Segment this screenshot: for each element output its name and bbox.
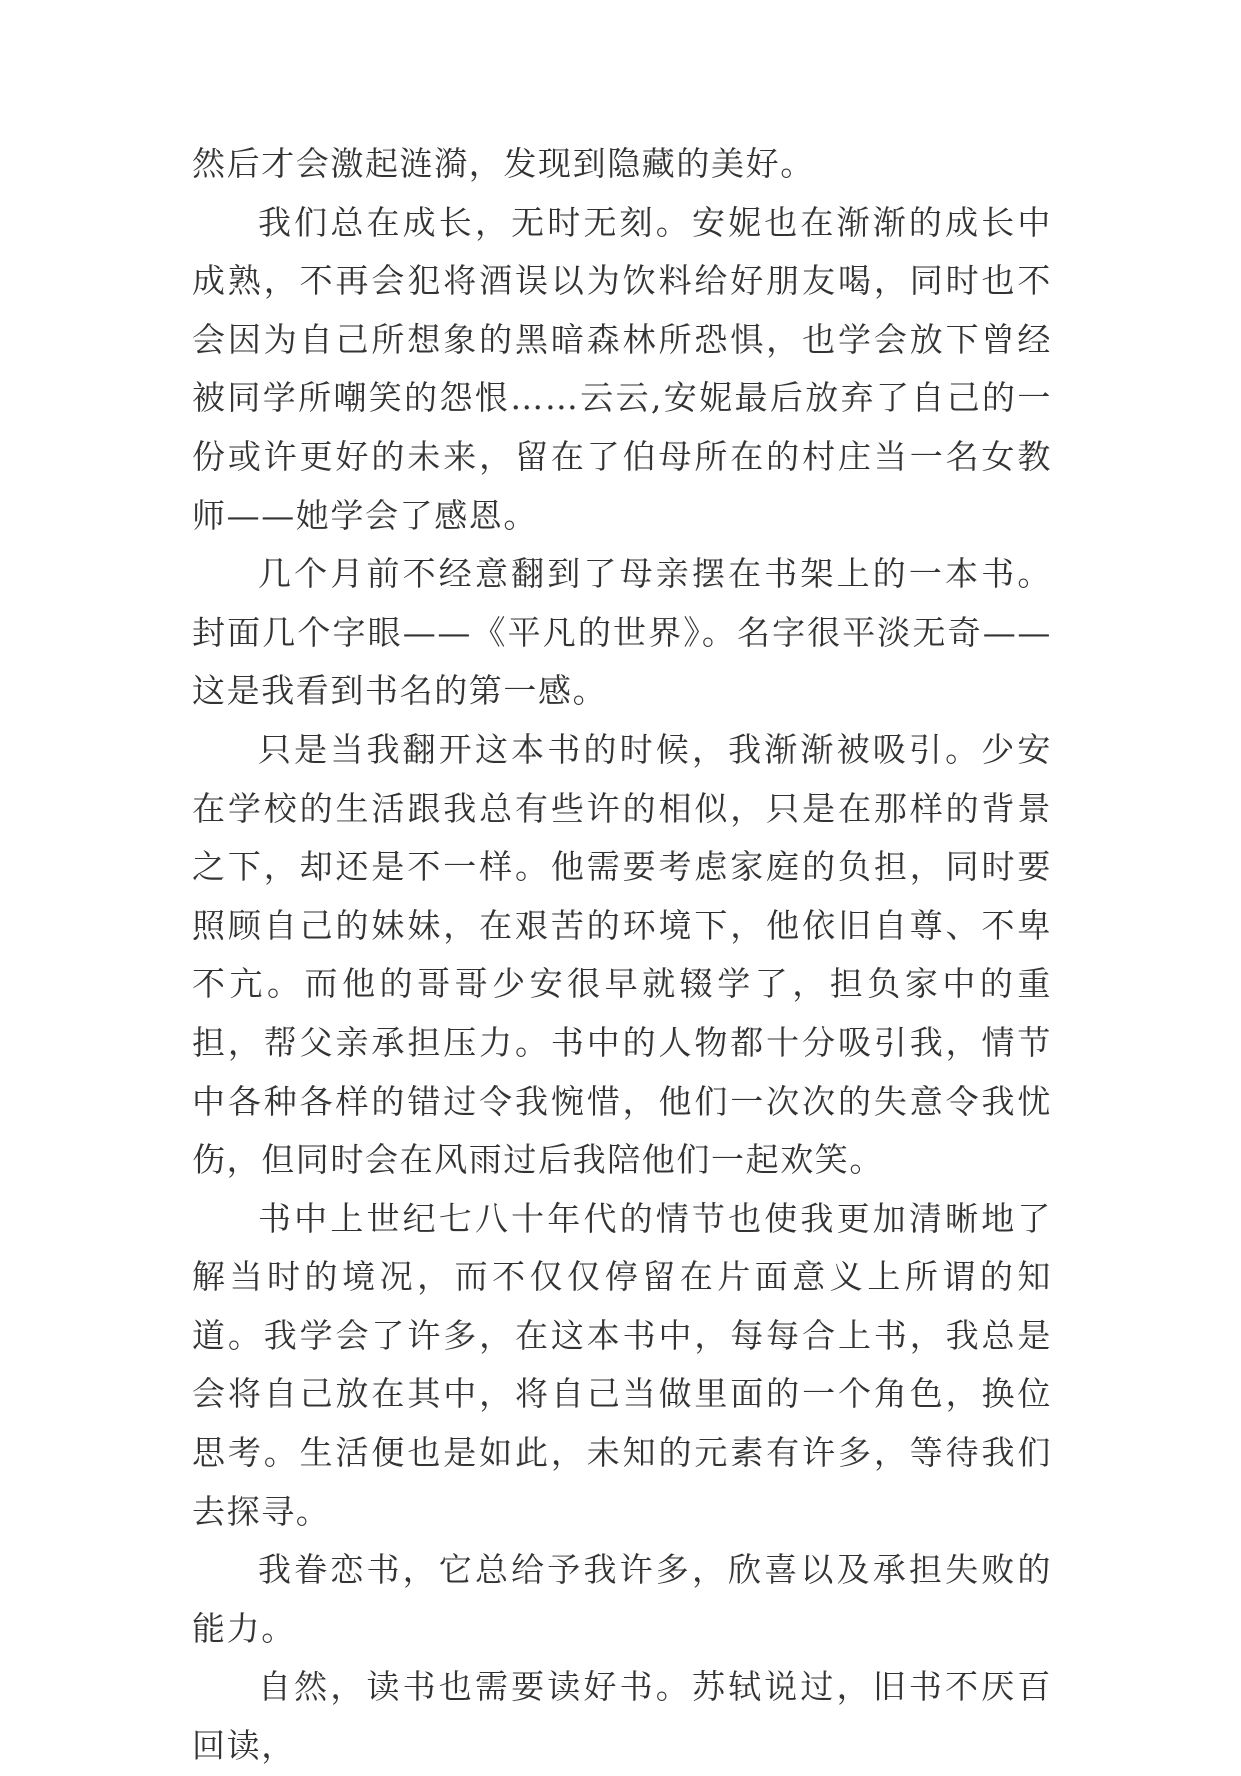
paragraph-found-book: 几个月前不经意翻到了母亲摆在书架上的一本书。封面几个字眼——《平凡的世界》。名字很平淡无奇——这是我看到书名的第一感。 — [192, 554, 1052, 711]
document-page — [192, 135, 1052, 1776]
paragraph-good-books: 自然，读书也需要读好书。苏轼说过，旧书不厌百回读， — [192, 1667, 1052, 1766]
paragraph-era-plot: 书中上世纪七八十年代的情节也使我更加清晰地了解当时的境况，而不仅仅停留在片面意义上所谓的知道。我学会了许多，在这本书中，每每合上书，我总是会将自己放在其中，将自己当做里面的一个角色，换位思考。生活便也是如此，未知的元素有许多，等待我们去探寻。 — [192, 1198, 1052, 1531]
paragraph-love-books: 我眷恋书，它总给予我许多，欣喜以及承担失败的能力。 — [192, 1550, 1052, 1648]
paragraph-continuation: 然后才会激起涟漪，发现到隐藏的美好。 — [192, 144, 815, 183]
paragraph-anne-growth: 我们总在成长，无时无刻。安妮也在渐渐的成长中成熟，不再会犯将酒误以为饮料给好朋友喝，同时也不会因为自己所想象的黑暗森林所恐惧，也学会放下曾经被同学所嘲笑的怨恨……云云,安妮最后放弃了自己的一份或许更好的未来，留在了伯母所在的村庄当一名女教师——她学会了感恩。 — [192, 202, 1052, 535]
paragraph-drawn-in: 只是当我翻开这本书的时候，我渐渐被吸引。少安在学校的生活跟我总有些许的相似，只是在那样的背景之下，却还是不一样。他需要考虑家庭的负担，同时要照顾自己的妹妹，在艰苦的环境下，他依旧自尊、不卑不亢。而他的哥哥少安很早就辍学了，担负家中的重担，帮父亲承担压力。书中的人物都十分吸引我，情节中各种各样的错过令我惋惜，他们一次次的失意令我忧伤，但同时会在风雨过后我陪他们一起欢笑。 — [192, 729, 1052, 1180]
